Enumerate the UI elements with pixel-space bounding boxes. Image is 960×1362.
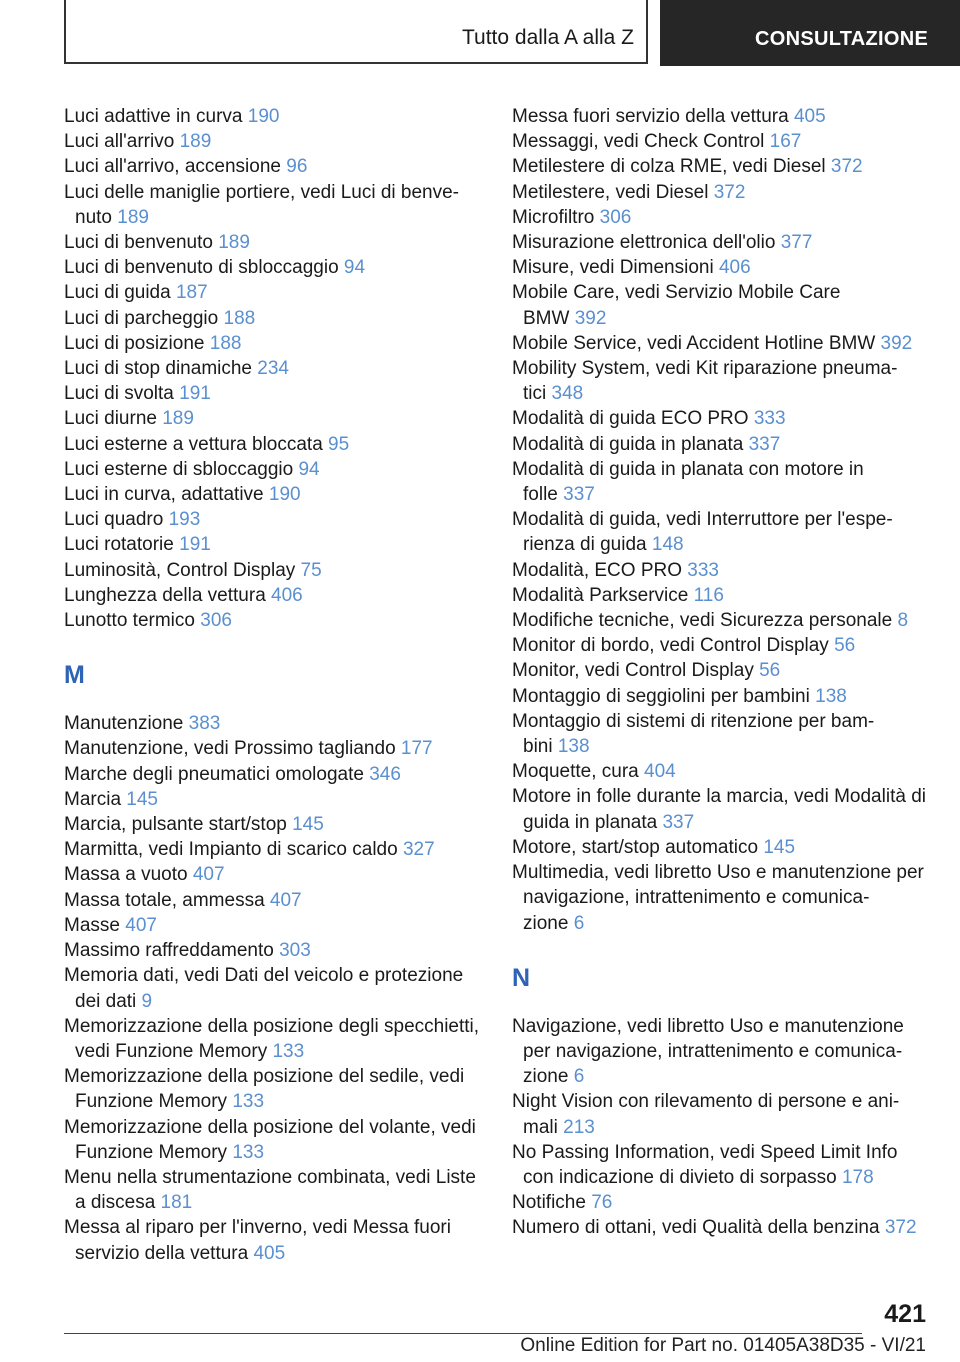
- index-entry: [64, 230, 484, 255]
- index-entry-text: zione: [523, 1066, 574, 1088]
- index-entry-text: Manutenzione: [64, 713, 189, 735]
- index-entry-text: Luci esterne di sbloccaggio: [64, 458, 299, 480]
- index-entry: [64, 736, 484, 761]
- index-entry-text: Messa fuori servizio della vettura: [512, 106, 794, 127]
- index-entry-text: Messa al riparo per l'inverno, vedi Messa fuori: [64, 1217, 451, 1239]
- index-entry-text: Multimedia, vedi libretto Uso e manutenzione per: [512, 862, 924, 884]
- page-reference-link[interactable]: 56: [759, 660, 781, 682]
- index-entry-text: Memoria dati, vedi Dati del veicolo e protezione: [64, 965, 464, 987]
- index-entry-text: mali: [523, 1116, 564, 1138]
- index-entry-text: Modalità di guida, vedi Interruttore per l'espe-: [512, 509, 893, 531]
- index-entry-text: Montaggio di seggiolini per bambini: [512, 685, 816, 707]
- index-entry-text: Funzione Memory: [75, 1141, 233, 1163]
- index-entry-text: Night Vision con rilevamento di persone e ani-: [512, 1091, 900, 1113]
- index-entry: [64, 457, 484, 482]
- index-entry-text: Funzione Memory: [75, 1091, 233, 1113]
- page-reference-link[interactable]: 348: [551, 383, 584, 405]
- index-entry-text: a discesa: [75, 1192, 161, 1214]
- page-reference-link[interactable]: 178: [841, 1166, 874, 1188]
- page-reference-link[interactable]: 372: [830, 156, 863, 178]
- index-entry-text: Modalità di guida in planata con motore in: [512, 458, 864, 480]
- index-entry: [64, 938, 484, 963]
- index-column-right: [512, 104, 932, 1241]
- index-entry-text: Numero di ottani, vedi Qualità della benzina: [512, 1217, 885, 1239]
- page-reference-link[interactable]: 148: [651, 534, 684, 556]
- index-entry-text: Luci all'arrivo, accensione: [64, 156, 287, 178]
- page-reference-link[interactable]: 9: [141, 990, 153, 1012]
- index-entry-text: Luci di stop dinamiche: [64, 358, 258, 380]
- header-section-box: [64, 0, 648, 64]
- index-entry-text: navigazione, intrattenimento e comunica-: [523, 887, 870, 909]
- index-entry: [64, 432, 484, 457]
- page-reference-link[interactable]: 372: [713, 181, 746, 203]
- page-reference-link[interactable]: 189: [179, 131, 212, 153]
- index-entry-text: Masse: [64, 914, 126, 936]
- index-letter-heading: N: [512, 963, 531, 992]
- index-entry-text: Memorizzazione della posizione del sedile, vedi: [64, 1066, 465, 1088]
- index-entry: [512, 205, 932, 230]
- index-entry-text: Modalità di guida in planata: [512, 433, 749, 455]
- page-reference-link[interactable]: 188: [223, 307, 256, 329]
- index-entry: [64, 331, 484, 356]
- index-entry-text: Monitor, vedi Control Display: [512, 660, 760, 682]
- index-entry: [512, 759, 932, 784]
- index-entry: [512, 180, 932, 205]
- page-reference-link[interactable]: 189: [117, 206, 149, 228]
- page-reference-link[interactable]: 407: [192, 864, 225, 886]
- page-reference-link[interactable]: 346: [369, 763, 401, 785]
- index-entry: [512, 406, 932, 431]
- index-entry: [64, 532, 484, 557]
- page-reference-link[interactable]: 407: [269, 889, 302, 911]
- index-entry-text: Luci all'arrivo: [64, 131, 180, 153]
- index-entry: [64, 583, 484, 608]
- index-entry-text: Manutenzione, vedi Prossimo tagliando: [64, 738, 401, 760]
- edition-footer: Online Edition for Part no. 01405A38D35 - VI/21: [520, 1335, 926, 1356]
- page-reference-link[interactable]: 406: [271, 584, 303, 606]
- index-entry: [512, 331, 932, 356]
- index-entry: [64, 154, 484, 179]
- index-entry: [512, 1140, 932, 1190]
- page-reference-link[interactable]: 407: [125, 914, 157, 936]
- page-reference-link[interactable]: 133: [232, 1141, 265, 1163]
- index-entry-text: Mobile Care, vedi Servizio Mobile Care: [512, 282, 841, 304]
- index-entry: [512, 432, 932, 457]
- index-entry: [512, 129, 932, 154]
- page-reference-link[interactable]: 145: [126, 788, 158, 810]
- page-reference-link[interactable]: 405: [793, 106, 826, 127]
- page-reference-link[interactable]: 56: [834, 635, 856, 657]
- section-title: Tutto dalla A alla Z: [462, 26, 634, 49]
- index-entry-text: Massa totale, ammessa: [64, 889, 270, 911]
- index-entry-text: Misure, vedi Dimensioni: [512, 257, 719, 279]
- index-entry: [64, 787, 484, 812]
- page-reference-link[interactable]: 306: [200, 610, 232, 632]
- index-entry-text: Luci rotatorie: [64, 534, 180, 556]
- index-entry-text: per navigazione, intrattenimento e comunica-: [523, 1040, 903, 1062]
- index-entry: [64, 913, 484, 938]
- page-reference-link[interactable]: 189: [162, 408, 194, 430]
- index-entry: [512, 709, 932, 759]
- page-reference-link[interactable]: 337: [563, 484, 595, 506]
- index-entry-text: Notifiche: [512, 1192, 592, 1214]
- index-entry: [64, 306, 484, 331]
- index-entry-text: zione: [523, 912, 574, 934]
- page-reference-link[interactable]: 95: [328, 433, 350, 455]
- index-entry-text: Marcia: [64, 788, 127, 810]
- index-entry: [64, 558, 484, 583]
- page-reference-link[interactable]: 75: [300, 559, 322, 581]
- index-entry: [64, 1115, 484, 1165]
- index-entry: [64, 1014, 484, 1064]
- page-reference-link[interactable]: 405: [253, 1242, 286, 1264]
- index-entry: [64, 608, 484, 633]
- index-entry-text: Motore in folle durante la marcia, vedi Modalità di: [512, 786, 926, 808]
- index-entry: [64, 104, 484, 129]
- index-entry-text: folle: [523, 484, 564, 506]
- index-entry: [64, 129, 484, 154]
- index-letter-heading: M: [64, 661, 85, 690]
- index-entry: [64, 180, 484, 230]
- page-reference-link[interactable]: 8: [897, 610, 909, 632]
- page-reference-link[interactable]: 213: [563, 1116, 595, 1138]
- page-reference-link[interactable]: 187: [175, 282, 208, 304]
- index-entry: [512, 255, 932, 280]
- page-reference-link[interactable]: 145: [292, 814, 324, 836]
- index-entry-text: Motore, start/stop automatico: [512, 836, 764, 858]
- page-reference-link[interactable]: 190: [247, 106, 280, 127]
- page-reference-link[interactable]: 133: [232, 1091, 265, 1113]
- index-entry-text: con indicazione di divieto di sorpasso: [523, 1166, 842, 1188]
- index-entry-text: Memorizzazione della posizione del volante, vedi: [64, 1116, 476, 1138]
- index-entry-text: Menu nella strumentazione combinata, vedi Liste: [64, 1166, 476, 1188]
- index-entry-text: Luci di benvenuto: [64, 232, 219, 254]
- index-entry: [64, 1215, 484, 1265]
- page-reference-link[interactable]: 193: [168, 509, 201, 531]
- index-entry-text: Lunghezza della vettura: [64, 584, 272, 606]
- index-entry-text: Modalità di guida ECO PRO: [512, 408, 754, 430]
- index-entry-text: bini: [523, 736, 558, 758]
- index-entry-text: Luci di svolta: [64, 383, 180, 405]
- index-entry-text: Montaggio di sistemi di ritenzione per bam-: [512, 710, 875, 732]
- index-entry: [512, 154, 932, 179]
- index-entry: [512, 583, 932, 608]
- index-entry-text: Luci di parcheggio: [64, 307, 224, 329]
- page-reference-link[interactable]: 306: [599, 206, 632, 228]
- index-entry: [512, 1190, 932, 1215]
- page-reference-link[interactable]: 392: [880, 332, 913, 354]
- index-entry-text: Modalità, ECO PRO: [512, 559, 688, 581]
- page-reference-link[interactable]: 303: [279, 940, 311, 962]
- index-entry: [64, 381, 484, 406]
- page-reference-link[interactable]: 191: [179, 383, 211, 405]
- page-reference-link[interactable]: 372: [884, 1217, 917, 1239]
- index-entry-text: Modifiche tecniche, vedi Sicurezza personale: [512, 610, 898, 632]
- page-reference-link[interactable]: 181: [160, 1192, 193, 1214]
- index-entry-text: Memorizzazione della posizione degli specchietti,: [64, 1015, 480, 1037]
- index-entry: [64, 255, 484, 280]
- index-entry: [512, 658, 932, 683]
- index-entry-text: Modalità Parkservice: [512, 584, 694, 606]
- index-entry-text: Microfiltro: [512, 206, 600, 228]
- page-reference-link[interactable]: 327: [402, 839, 435, 861]
- index-entry: [64, 812, 484, 837]
- index-entry-text: Luci diurne: [64, 408, 163, 430]
- index-entry: [512, 104, 932, 129]
- index-entry: [64, 888, 484, 913]
- index-entry-text: Luci quadro: [64, 509, 169, 531]
- index-entry: [64, 1165, 484, 1215]
- index-entry: [64, 862, 484, 887]
- index-entry-text: Lunotto termico: [64, 610, 201, 632]
- index-entry-text: Misurazione elettronica dell'olio: [512, 232, 781, 254]
- chapter-title: CONSULTAZIONE: [755, 28, 929, 50]
- page-reference-link[interactable]: 406: [718, 257, 751, 279]
- page-reference-link[interactable]: 392: [574, 307, 607, 329]
- page-reference-link[interactable]: 145: [763, 836, 796, 858]
- index-entry: [64, 280, 484, 305]
- page-number: 421: [884, 1300, 926, 1328]
- page-reference-link[interactable]: 188: [209, 332, 242, 354]
- index-entry-text: Marmitta, vedi Impianto di scarico caldo: [64, 839, 403, 861]
- index-entry: [64, 963, 484, 1013]
- index-entry-text: Mobility System, vedi Kit riparazione pneuma-: [512, 358, 898, 380]
- index-entry-text: Metilestere di colza RME, vedi Diesel: [512, 156, 831, 178]
- page-reference-link[interactable]: 6: [573, 1066, 585, 1088]
- index-entry-text: dei dati: [75, 990, 142, 1012]
- page-reference-link[interactable]: 177: [400, 738, 433, 760]
- index-column-left: [64, 104, 484, 1266]
- index-entry: [64, 762, 484, 787]
- index-entry: [512, 558, 932, 583]
- page-reference-link[interactable]: 333: [753, 408, 786, 430]
- index-entry: [512, 280, 932, 330]
- page-reference-link[interactable]: 96: [286, 156, 308, 178]
- index-entry-text: nuto: [75, 206, 118, 228]
- index-entry-text: Monitor di bordo, vedi Control Display: [512, 635, 835, 657]
- page-reference-link[interactable]: 6: [573, 912, 585, 934]
- index-entry-text: Massa a vuoto: [64, 864, 193, 886]
- index-entry: [64, 482, 484, 507]
- index-entry: [512, 1215, 932, 1240]
- index-entry-text: Luci in curva, adattative: [64, 484, 269, 506]
- index-entry-text: Marcia, pulsante start/stop: [64, 814, 293, 836]
- index-entry: [64, 1064, 484, 1114]
- index-entry: [64, 711, 484, 736]
- index-entry: [512, 684, 932, 709]
- index-entry-text: Massimo raffreddamento: [64, 940, 280, 962]
- page-reference-link[interactable]: 333: [687, 559, 719, 581]
- index-entry: [512, 633, 932, 658]
- index-entry: [512, 457, 932, 507]
- page-reference-link[interactable]: 189: [218, 232, 250, 254]
- page-reference-link[interactable]: 191: [179, 534, 211, 556]
- page-reference-link[interactable]: 138: [815, 685, 847, 707]
- index-entry-text: Luminosità, Control Display: [64, 559, 301, 581]
- index-entry-text: vedi Funzione Memory: [75, 1040, 273, 1062]
- index-entry-text: BMW: [523, 307, 575, 329]
- page-reference-link[interactable]: 404: [644, 761, 676, 783]
- index-entry-text: Luci delle maniglie portiere, vedi Luci di benve-: [64, 181, 460, 203]
- page-reference-link[interactable]: 133: [272, 1040, 305, 1062]
- page-reference-link[interactable]: 234: [257, 358, 289, 380]
- index-entry: [512, 1014, 932, 1090]
- index-entry: [512, 784, 932, 834]
- index-entry-text: No Passing Information, vedi Speed Limit Info: [512, 1141, 898, 1163]
- index-entry: [512, 230, 932, 255]
- index-entry: [512, 860, 932, 936]
- index-entry-text: Luci di benvenuto di sbloccaggio: [64, 257, 344, 279]
- page-reference-link[interactable]: 190: [268, 484, 301, 506]
- index-entry: [64, 837, 484, 862]
- page-reference-link[interactable]: 377: [780, 232, 813, 254]
- index-entry-text: Luci esterne a vettura bloccata: [64, 433, 329, 455]
- index-entry: [512, 356, 932, 406]
- page-reference-link[interactable]: 94: [298, 458, 320, 480]
- index-entry-text: tici: [523, 383, 552, 405]
- page-reference-link[interactable]: 76: [591, 1192, 613, 1214]
- footer-divider: [64, 1333, 862, 1334]
- index-entry: [64, 356, 484, 381]
- index-entry-text: Navigazione, vedi libretto Uso e manutenzione: [512, 1015, 904, 1037]
- index-entry-text: guida in planata: [523, 811, 663, 833]
- index-entry: [64, 406, 484, 431]
- index-entry: [512, 507, 932, 557]
- page-reference-link[interactable]: 383: [188, 713, 221, 735]
- index-entry-text: Messaggi, vedi Check Control: [512, 131, 770, 153]
- header-chapter-box: [660, 0, 960, 66]
- index-entry-text: Metilestere, vedi Diesel: [512, 181, 714, 203]
- index-entry-text: Marche degli pneumatici omologate: [64, 763, 370, 785]
- index-entry-text: Luci di posizione: [64, 332, 210, 354]
- page-reference-link[interactable]: 337: [748, 433, 781, 455]
- page-reference-link[interactable]: 94: [343, 257, 366, 279]
- index-entry: [64, 507, 484, 532]
- index-entry-text: Moquette, cura: [512, 761, 645, 783]
- index-entry: [512, 835, 932, 860]
- index-entry: [512, 608, 932, 633]
- page-reference-link[interactable]: 116: [693, 584, 724, 606]
- index-entry: [512, 1089, 932, 1139]
- index-entry-text: servizio della vettura: [75, 1242, 254, 1264]
- page-reference-link[interactable]: 138: [557, 736, 590, 758]
- page-reference-link[interactable]: 337: [662, 811, 695, 833]
- index-entry-text: Luci adattive in curva: [64, 106, 248, 127]
- index-entry-text: Luci di guida: [64, 282, 176, 304]
- page-reference-link[interactable]: 167: [769, 131, 802, 153]
- index-entry-text: rienza di guida: [523, 534, 652, 556]
- index-entry-text: Mobile Service, vedi Accident Hotline BMW: [512, 332, 881, 354]
